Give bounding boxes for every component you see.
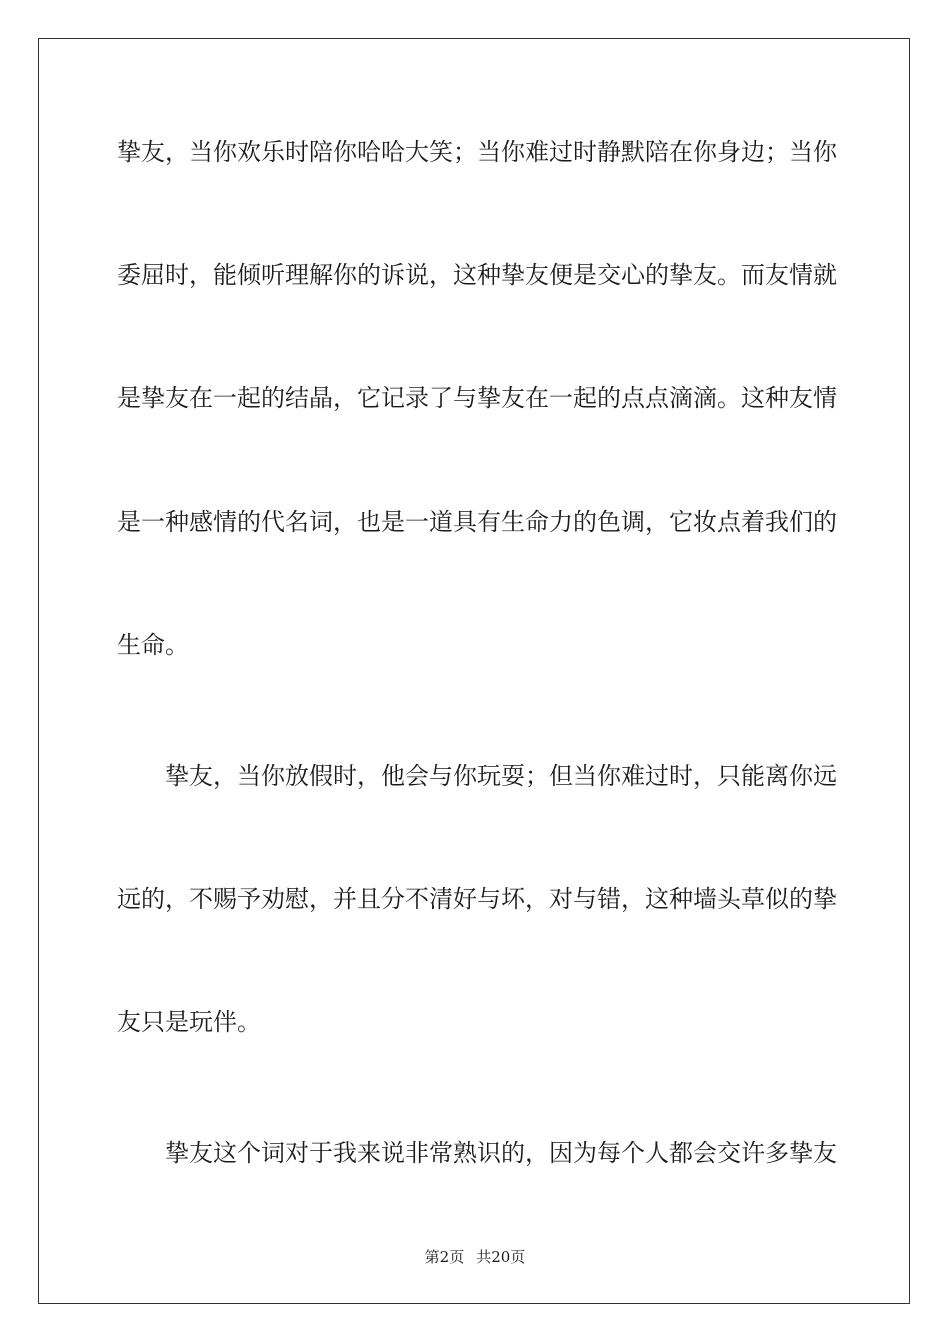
text-line: 是挚友在一起的结晶，它记录了与挚友在一起的点点滴滴。这种友情	[117, 384, 837, 412]
text-line: 委屈时，能倾听理解你的诉说，这种挚友便是交心的挚友。而友情就	[117, 261, 837, 289]
page-border	[38, 38, 910, 1304]
text-line: 远的，不赐予劝慰，并且分不清好与坏，对与错，这种墙头草似的挚	[117, 885, 837, 913]
text-line: 挚友，当你欢乐时陪你哈哈大笑；当你难过时静默陪在你身边；当你	[117, 138, 837, 166]
page-number: 第2页	[424, 1248, 465, 1266]
text-line: 挚友，当你放假时，他会与你玩耍；但当你难过时，只能离你远	[117, 762, 837, 790]
text-line: 友只是玩伴。	[117, 1008, 261, 1036]
text-line: 是一种感情的代名词，也是一道具有生命力的色调，它妆点着我们的	[117, 508, 837, 536]
total-pages: 共20页	[476, 1248, 526, 1266]
text-line: 挚友这个词对于我来说非常熟识的，因为每个人都会交许多挚友	[117, 1139, 837, 1167]
text-line: 生命。	[117, 631, 189, 659]
page-footer	[0, 1245, 950, 1269]
